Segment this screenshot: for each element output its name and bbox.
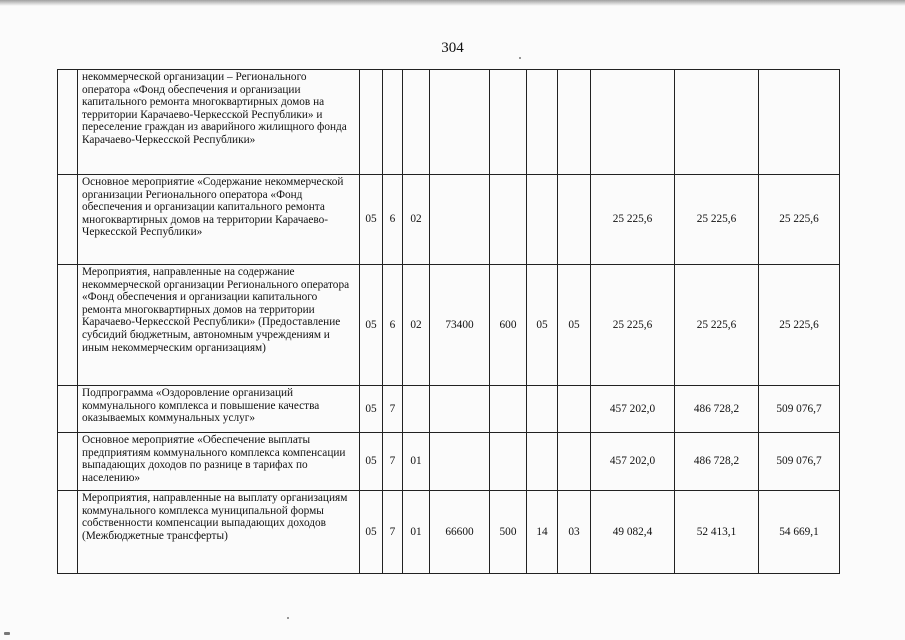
amount-cell [675,70,759,175]
code-cell [383,70,403,175]
code-cell [490,70,527,175]
code-cell: 02 [403,265,430,386]
amount-cell: 457 202,0 [591,386,675,433]
code-cell [430,386,490,433]
code-cell: 6 [383,175,403,265]
amount-cell: 25 225,6 [759,265,840,386]
code-cell [430,175,490,265]
code-cell [430,433,490,491]
code-cell [360,70,383,175]
row-number-cell [58,175,78,265]
amount-cell: 25 225,6 [759,175,840,265]
code-cell [527,175,558,265]
code-cell [558,175,591,265]
code-cell [558,386,591,433]
row-number-cell [58,386,78,433]
amount-cell: 25 225,6 [675,265,759,386]
code-cell [490,386,527,433]
code-cell: 7 [383,491,403,574]
amount-cell: 486 728,2 [675,386,759,433]
code-cell [527,433,558,491]
code-cell: 500 [490,491,527,574]
code-cell [490,433,527,491]
code-cell: 05 [360,265,383,386]
scan-edge [0,0,905,6]
scan-speck [287,617,289,619]
code-cell: 01 [403,491,430,574]
amount-cell: 54 669,1 [759,491,840,574]
code-cell [558,70,591,175]
row-number-cell [58,491,78,574]
amount-cell [591,70,675,175]
amount-cell: 25 225,6 [675,175,759,265]
code-cell: 66600 [430,491,490,574]
page-number: 304 [441,40,464,56]
amount-cell: 509 076,7 [759,386,840,433]
table-row [58,70,840,175]
scan-speck [4,632,10,635]
amount-cell: 486 728,2 [675,433,759,491]
table-row [58,386,840,433]
code-cell: 03 [558,491,591,574]
code-cell: 05 [360,433,383,491]
amount-cell: 52 413,1 [675,491,759,574]
code-cell: 05 [527,265,558,386]
code-cell [490,175,527,265]
amount-cell: 509 076,7 [759,433,840,491]
table-row [58,491,840,574]
amount-cell: 49 082,4 [591,491,675,574]
code-cell: 05 [558,265,591,386]
code-cell [403,386,430,433]
code-cell: 01 [403,433,430,491]
code-cell: 6 [383,265,403,386]
code-cell [558,433,591,491]
code-cell: 7 [383,386,403,433]
table-row [58,433,840,491]
budget-table [57,69,840,574]
row-name: Мероприятия, направленные на содержание некоммерческой организации Регионального оператора «Фонд обеспечения и организации капитального ремонта многоквартирных домов на территории Карачаево-Черкесской Республики» (Предоставление субсидий бюджетным, автономным учреждениям и иным некоммерческим организациям) [78,265,360,386]
amount-cell: 25 225,6 [591,265,675,386]
row-number-cell [58,265,78,386]
row-name: Основное мероприятие «Содержание некоммерческой организации Регионального оператора «Фонд обеспечения и организации капитального ремонта многоквартирных домов на территории Карачаево-Черкесской Республики» [78,175,360,265]
table-row [58,265,840,386]
amount-cell: 25 225,6 [591,175,675,265]
code-cell [403,70,430,175]
code-cell: 02 [403,175,430,265]
scan-speck [519,57,521,59]
code-cell: 14 [527,491,558,574]
code-cell: 05 [360,175,383,265]
row-name: Подпрограмма «Оздоровление организаций коммунального комплекса и повышение качества оказываемых коммунальных услуг» [78,386,360,433]
row-name: Основное мероприятие «Обеспечение выплаты предприятиям коммунального комплекса компенсации выпадающих доходов по разнице в тарифах по населению» [78,433,360,491]
code-cell [527,70,558,175]
row-number-cell [58,70,78,175]
code-cell: 73400 [430,265,490,386]
code-cell [527,386,558,433]
amount-cell: 457 202,0 [591,433,675,491]
row-number-cell [58,433,78,491]
code-cell: 05 [360,386,383,433]
code-cell [430,70,490,175]
code-cell: 600 [490,265,527,386]
table-row [58,175,840,265]
code-cell: 7 [383,433,403,491]
code-cell: 05 [360,491,383,574]
row-name: некоммерческой организации – Регионального оператора «Фонд обеспечения и организации капитального ремонта многоквартирных домов на территории Карачаево-Черкесской Республики» и переселение граждан из аварийного жилищного фонда Карачаево-Черкесской Республики» [78,70,360,175]
amount-cell [759,70,840,175]
row-name: Мероприятия, направленные на выплату организациям коммунального комплекса муниципальной формы собственности компенсации выпадающих доходов (Межбюджетные трансферты) [78,491,360,574]
